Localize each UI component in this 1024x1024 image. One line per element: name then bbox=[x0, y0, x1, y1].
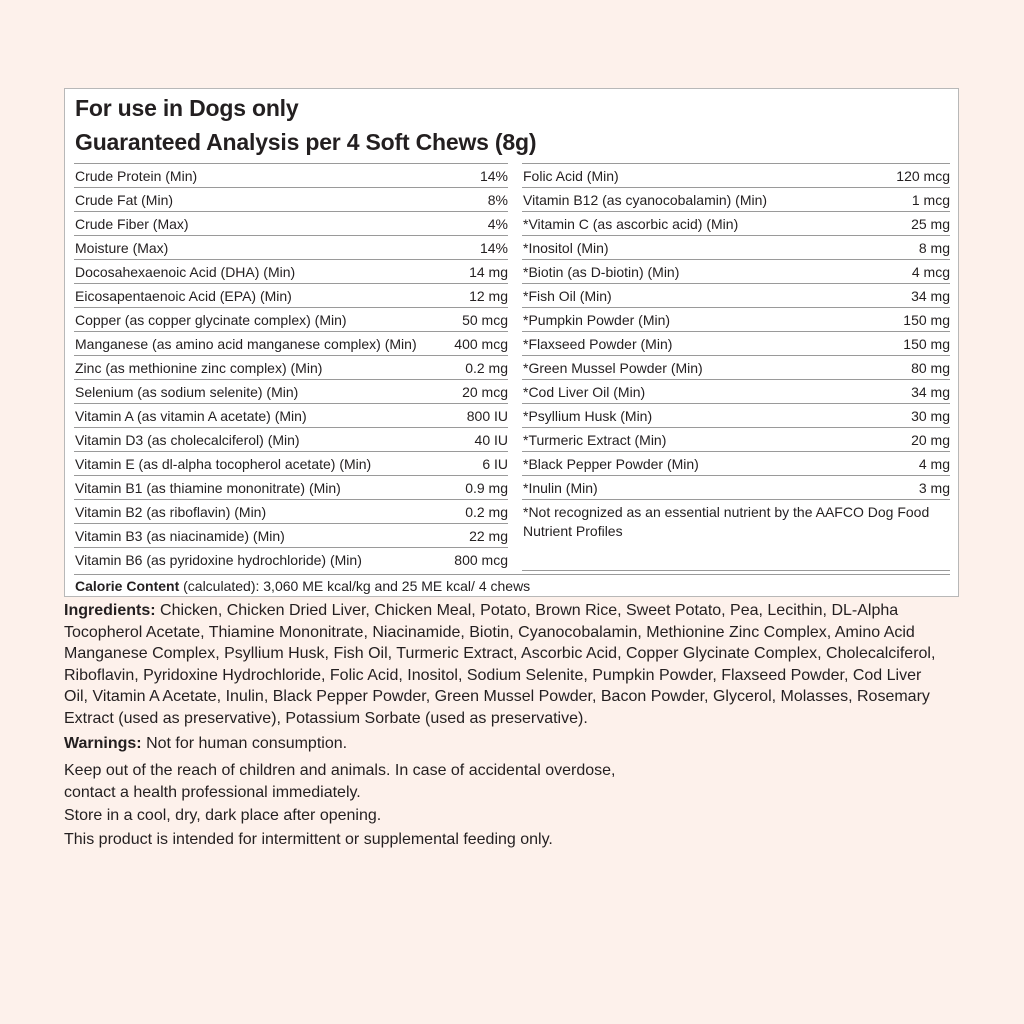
analysis-right-column bbox=[522, 163, 950, 571]
nutrient-value: 1 mcg bbox=[911, 191, 950, 208]
nutrient-name: *Vitamin C (as ascorbic acid) (Min) bbox=[523, 215, 739, 232]
nutrient-value: 20 mg bbox=[911, 431, 950, 448]
analysis-row bbox=[522, 163, 950, 187]
nutrient-name: Vitamin B12 (as cyanocobalamin) (Min) bbox=[523, 191, 768, 208]
nutrient-name: Crude Protein (Min) bbox=[75, 167, 198, 184]
panel-subtitle: Guaranteed Analysis per 4 Soft Chews (8g) bbox=[75, 129, 537, 155]
nutrient-value: 4 mg bbox=[918, 455, 950, 472]
nutrient-name: Vitamin D3 (as cholecalciferol) (Min) bbox=[75, 431, 300, 448]
nutrient-name: Zinc (as methionine zinc complex) (Min) bbox=[75, 359, 323, 376]
nutrient-name: Manganese (as amino acid manganese complex) (Min) bbox=[75, 335, 417, 352]
nutrient-value: 150 mg bbox=[903, 335, 950, 352]
nutrient-value: 34 mg bbox=[911, 287, 950, 304]
keep-out-line-1: Keep out of the reach of children and animals. In case of accidental overdose, bbox=[64, 762, 616, 779]
calorie-label: Calorie Content bbox=[75, 578, 180, 594]
nutrient-name: Vitamin B2 (as riboflavin) (Min) bbox=[75, 503, 267, 520]
analysis-row bbox=[74, 451, 508, 475]
nutrient-name: Eicosapentaenoic Acid (EPA) (Min) bbox=[75, 287, 292, 304]
nutrient-name: *Inulin (Min) bbox=[523, 479, 598, 496]
nutrient-name: *Biotin (as D-biotin) (Min) bbox=[523, 263, 680, 280]
ingredients-text: Chicken, Chicken Dried Liver, Chicken Meal, Potato, Brown Rice, Sweet Potato, Pea, Lecithin, DL-Alpha Tocopherol Acetate, Thiamine Mononitrate, Niacinamide, Biotin, Cyanocobalamin, Methionine Zinc Complex, Amino Acid Manganese Complex, Psyllium Husk, Fish Oil, Turmeric Extract, Ascorbic Acid, Copper Glycinate Complex, Cholecalciferol, Riboflavin, Pyridoxine Hydrochloride, Folic Acid, Inositol, Sodium Selenite, Pumpkin Powder, Flaxseed Powder, Cod Liver Oil, Vitamin A Acetate, Inulin, Black Pepper Powder, Green Mussel Powder, Bacon Powder, Glycerol, Molasses, Rosemary Extract (used as preservative), Potassium Sorbate (used as preservative). bbox=[64, 602, 936, 727]
analysis-row bbox=[74, 187, 508, 211]
keep-out-paragraph bbox=[64, 760, 944, 803]
guaranteed-analysis-panel bbox=[64, 88, 959, 597]
nutrient-name: Folic Acid (Min) bbox=[523, 167, 619, 184]
analysis-row bbox=[74, 499, 508, 523]
analysis-row bbox=[522, 331, 950, 355]
nutrient-value: 0.2 mg bbox=[465, 359, 508, 376]
analysis-row bbox=[74, 307, 508, 331]
analysis-row bbox=[74, 211, 508, 235]
storage-paragraph: Store in a cool, dry, dark place after opening. bbox=[64, 807, 382, 824]
analysis-left-column bbox=[74, 163, 508, 571]
nutrient-value: 25 mg bbox=[911, 215, 950, 232]
analysis-row bbox=[74, 283, 508, 307]
analysis-row bbox=[522, 355, 950, 379]
nutrient-value: 4% bbox=[487, 215, 508, 232]
analysis-row bbox=[522, 187, 950, 211]
footnote: *Not recognized as an essential nutrient by the AAFCO Dog Food Nutrient Profiles bbox=[522, 499, 950, 571]
supplemental-paragraph: This product is intended for intermittent or supplemental feeding only. bbox=[64, 831, 553, 848]
nutrient-name: Selenium (as sodium selenite) (Min) bbox=[75, 383, 299, 400]
analysis-row bbox=[522, 307, 950, 331]
calorie-content bbox=[74, 574, 950, 596]
nutrient-value: 50 mcg bbox=[462, 311, 508, 328]
analysis-row bbox=[74, 259, 508, 283]
warnings-text: Not for human consumption. bbox=[141, 735, 348, 752]
analysis-row bbox=[522, 211, 950, 235]
nutrient-value: 20 mcg bbox=[462, 383, 508, 400]
ingredients-label: Ingredients: bbox=[64, 602, 156, 619]
nutrient-value: 400 mcg bbox=[454, 335, 508, 352]
analysis-row bbox=[74, 163, 508, 187]
nutrient-name: Moisture (Max) bbox=[75, 239, 169, 256]
analysis-row bbox=[522, 283, 950, 307]
nutrient-name: *Flaxseed Powder (Min) bbox=[523, 335, 673, 352]
analysis-row bbox=[74, 427, 508, 451]
analysis-row bbox=[74, 355, 508, 379]
nutrient-value: 14% bbox=[479, 167, 508, 184]
nutrient-name: *Inositol (Min) bbox=[523, 239, 609, 256]
nutrient-value: 0.9 mg bbox=[465, 479, 508, 496]
nutrient-value: 30 mg bbox=[911, 407, 950, 424]
nutrient-name: *Black Pepper Powder (Min) bbox=[523, 455, 699, 472]
nutrient-name: *Turmeric Extract (Min) bbox=[523, 431, 667, 448]
nutrient-name: Crude Fat (Min) bbox=[75, 191, 174, 208]
nutrient-name: Vitamin B1 (as thiamine mononitrate) (Min) bbox=[75, 479, 341, 496]
analysis-row bbox=[522, 475, 950, 499]
nutrient-value: 80 mg bbox=[911, 359, 950, 376]
analysis-row bbox=[74, 523, 508, 547]
analysis-row bbox=[522, 259, 950, 283]
nutrient-value: 0.2 mg bbox=[465, 503, 508, 520]
nutrient-name: Crude Fiber (Max) bbox=[75, 215, 189, 232]
panel-title: For use in Dogs only bbox=[75, 95, 299, 121]
calorie-text: (calculated): 3,060 ME kcal/kg and 25 ME kcal/ 4 chews bbox=[179, 578, 531, 594]
nutrient-name: *Green Mussel Powder (Min) bbox=[523, 359, 703, 376]
nutrient-value: 4 mcg bbox=[911, 263, 950, 280]
nutrient-value: 6 IU bbox=[482, 455, 508, 472]
nutrient-name: Copper (as copper glycinate complex) (Min) bbox=[75, 311, 347, 328]
analysis-row bbox=[522, 379, 950, 403]
nutrient-value: 8 mg bbox=[918, 239, 950, 256]
nutrient-value: 22 mg bbox=[469, 527, 508, 544]
nutrient-name: *Cod Liver Oil (Min) bbox=[523, 383, 646, 400]
nutrient-value: 120 mcg bbox=[896, 167, 950, 184]
analysis-row bbox=[74, 547, 508, 571]
nutrient-name: Vitamin B3 (as niacinamide) (Min) bbox=[75, 527, 285, 544]
nutrient-name: *Psyllium Husk (Min) bbox=[523, 407, 653, 424]
nutrient-value: 34 mg bbox=[911, 383, 950, 400]
nutrient-value: 40 IU bbox=[474, 431, 508, 448]
nutrient-value: 800 IU bbox=[466, 407, 508, 424]
analysis-row bbox=[74, 235, 508, 259]
nutrient-name: Docosahexaenoic Acid (DHA) (Min) bbox=[75, 263, 296, 280]
nutrient-value: 12 mg bbox=[469, 287, 508, 304]
warnings-label: Warnings: bbox=[64, 735, 142, 752]
analysis-row bbox=[74, 403, 508, 427]
nutrient-name: Vitamin A (as vitamin A acetate) (Min) bbox=[75, 407, 307, 424]
analysis-row bbox=[522, 403, 950, 427]
nutrient-value: 3 mg bbox=[918, 479, 950, 496]
nutrient-value: 14% bbox=[479, 239, 508, 256]
analysis-row bbox=[74, 379, 508, 403]
nutrient-value: 8% bbox=[487, 191, 508, 208]
nutrient-value: 150 mg bbox=[903, 311, 950, 328]
analysis-row bbox=[522, 451, 950, 475]
keep-out-line-2: contact a health professional immediately. bbox=[64, 783, 361, 801]
nutrient-name: Vitamin B6 (as pyridoxine hydrochloride) (Min) bbox=[75, 551, 362, 568]
analysis-row bbox=[74, 475, 508, 499]
warnings-paragraph bbox=[64, 733, 944, 755]
analysis-row bbox=[522, 235, 950, 259]
nutrient-name: *Pumpkin Powder (Min) bbox=[523, 311, 671, 328]
analysis-row bbox=[522, 427, 950, 451]
nutrient-value: 800 mcg bbox=[454, 551, 508, 568]
nutrient-name: *Fish Oil (Min) bbox=[523, 287, 612, 304]
ingredients-paragraph bbox=[64, 600, 944, 729]
nutrient-name: Vitamin E (as dl-alpha tocopherol acetate) (Min) bbox=[75, 455, 372, 472]
analysis-row bbox=[74, 331, 508, 355]
nutrient-value: 14 mg bbox=[469, 263, 508, 280]
